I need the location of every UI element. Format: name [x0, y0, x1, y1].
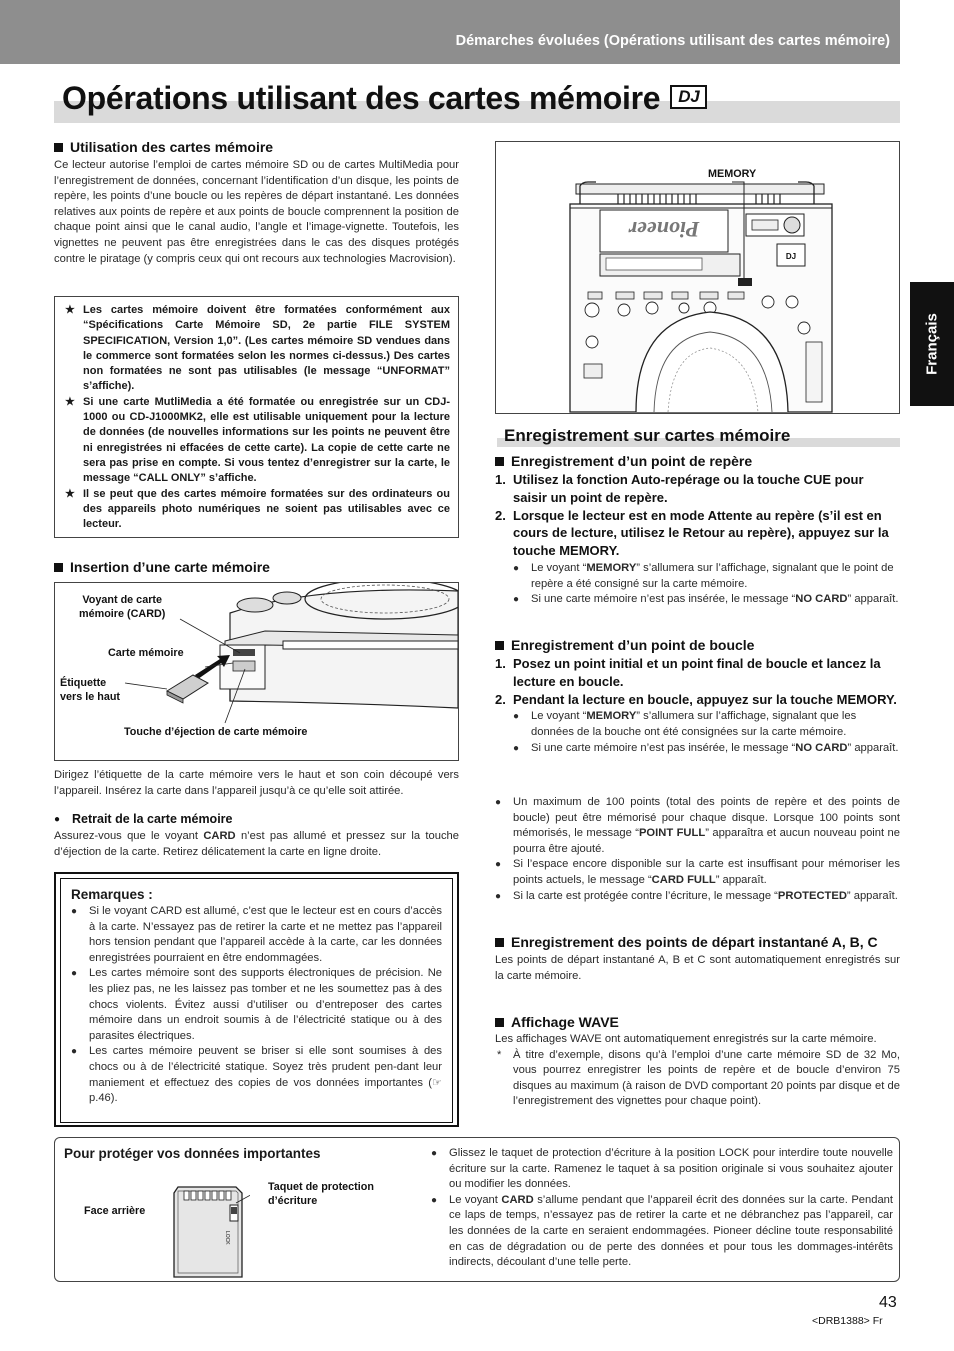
warning-item: ★ Il se peut que des cartes mémoire formatées sur des ordinateurs ou des appareils photo numériques ne soient pas utilisables avec ce lecteur.	[63, 487, 450, 533]
page-number: 43	[879, 1294, 897, 1311]
format-warning-box	[54, 296, 459, 538]
cue-note	[495, 561, 900, 592]
recording-section-title	[495, 426, 900, 447]
player-illustration	[496, 142, 899, 413]
wave-body: Les affichages WAVE ont automatiquement enregistrés sur la carte mémoire.	[495, 1033, 877, 1045]
language-tab	[910, 282, 954, 406]
section-header-bar	[0, 0, 900, 64]
remark-item: ● Si le voyant CARD est allumé, c’est que le lecteur est en cours d’accès à la carte. N’essayez pas de retirer la carte et ne mettez pas l’appareil hors tension pendant que l’appareil accède à la carte, car les données enregistrées pourraient en être endommagées.	[71, 904, 442, 966]
protect-note	[431, 1193, 893, 1271]
cue-note	[495, 592, 900, 608]
cue-note-pre: Le voyant “	[531, 561, 587, 574]
cue-step	[495, 507, 900, 560]
remark-item: ● Les cartes mémoire sont des supports électroniques de précision. Ne les pliez pas, ne les laissez pas tomber et ne les soumettez pas à des chocs violents. Évitez aussi d’utiliser ou d’entreposer des cartes mémoire dans un endroit soumis à de l’électricité statique ou à des parasites électriques.	[71, 966, 442, 1044]
cue-note-bold: MEMORY	[586, 561, 637, 574]
insertion-section	[54, 559, 459, 575]
loop-note	[495, 709, 900, 740]
wave-section	[495, 1014, 900, 1110]
protect-note-post: s’allume pendant que l’appareil écrit des données sur la carte. Pendant ce laps de temps, n’essayez pas de retirer la carte et ne débranchez pas l’appareil, car les données de la carte en seraient endommagées. Pioneer décline toute responsabilité en cas de dégradation ou de perte des données et pour tous les dommages-intérêts indirects, découlant d’une telle perte.	[449, 1193, 893, 1269]
usage-section	[54, 139, 459, 267]
cue-step-number: 1.	[495, 472, 506, 487]
removal-heading: ● Retrait de la carte mémoire	[54, 812, 233, 826]
loop-note-post: ” s’allumera sur l’affichage, signalant que les données de la bouche ont été consignées sur la carte mémoire.	[531, 710, 857, 738]
hot-start-section	[495, 933, 900, 984]
remarks-inner	[60, 878, 453, 1123]
insertion-instructions	[54, 768, 459, 799]
general-note-pre: Si l’espace encore disponible sur la carte est insuffisant pour mémoriser les points actuels, le message “	[513, 858, 900, 886]
loop-note	[495, 741, 900, 757]
protect-notes	[431, 1146, 893, 1271]
sd-card-icon	[170, 1183, 250, 1283]
removal-body	[54, 829, 459, 860]
protect-note	[431, 1146, 893, 1193]
cue-note-post: ” s’allumera sur l’affichage, signalant que le point de repère a été consigné sur la carte mémoire.	[531, 561, 894, 590]
label-up-label: Étiquette vers le haut	[60, 677, 121, 703]
model-badge-icon: DJ	[785, 252, 797, 261]
general-note	[495, 795, 900, 857]
general-notes	[495, 795, 900, 904]
language-tab-label: Français	[923, 313, 941, 375]
wave-heading: Affichage WAVE	[495, 1014, 900, 1030]
loop-note-pre: Si une carte mémoire n’est pas insérée, le message “	[531, 741, 796, 754]
loop-step-text: Posez un point initial et un point final de boucle et lancez la lecture en boucle.	[513, 656, 881, 689]
protect-note-pre: Le voyant	[449, 1193, 502, 1206]
removal-body-pre: Assurez-vous que le voyant	[54, 830, 204, 843]
remarks-heading: Remarques :	[71, 887, 153, 902]
loop-step-text: Pendant la lecture en boucle, appuyez sur la touche MEMORY.	[513, 691, 897, 707]
cue-note-bold: NO CARD	[795, 593, 848, 606]
document-code: <DRB1388> Fr	[812, 1315, 883, 1327]
remark-item: ● Les cartes mémoire peuvent se briser si elle sont soumises à des chocs ou à de l’électricité statique. Soyez très prudent pen-dant leur maniement et effectuez des copies de vos données importantes (☞ p.46).	[71, 1044, 442, 1106]
cue-heading: Enregistrement d’un point de repère	[495, 453, 900, 469]
general-note-bold: PROTECTED	[777, 889, 847, 902]
loop-step-number: 1.	[495, 656, 506, 671]
lock-marking-text: LOCK	[224, 1231, 230, 1245]
general-note-pre: Un maximum de 100 points (total des points de repère et des points de boucle) peut être mémorisé pour chaque disque. Lorsque 100 points sont mémorisés, le message “	[513, 796, 900, 840]
removal-body-post: n’est pas allumé et pressez sur la touche d’éjection de la carte. Retirez délicatement la carte en ligne droite.	[54, 830, 459, 858]
protect-note-bold: CARD	[501, 1193, 534, 1206]
general-note-bold: CARD FULL	[651, 873, 716, 886]
protect-note-pre: Glissez le taquet de protection d’écriture à la position LOCK pour interdire toute nouvelle écriture sur la carte. Ramenez le taquet à sa position originale si vous souhaitez ajouter ou modifier les données.	[449, 1147, 893, 1191]
cue-step-number: 2.	[495, 507, 506, 523]
cue-step-text: Lorsque le lecteur est en mode Attente au repère (s’il est en cours de lecture, utilisez le Retour au repère), appuyez sur la touche MEMORY.	[513, 507, 889, 559]
general-note-post: ” apparaît.	[846, 889, 898, 902]
loop-step-number: 2.	[495, 691, 506, 707]
insertion-heading: Insertion d’une carte mémoire	[54, 559, 459, 575]
player-figure	[495, 141, 900, 414]
cue-step	[495, 471, 900, 507]
loop-note-bold: MEMORY	[586, 710, 637, 723]
loop-note-post: ” apparaît.	[847, 741, 899, 754]
write-protect-tab-label: Taquet de protection d’écriture	[268, 1181, 374, 1207]
cue-note-pre: Si une carte mémoire n’est pas insérée, le message “	[531, 593, 796, 606]
removal-section	[54, 812, 459, 860]
loop-heading: Enregistrement d’un point de boucle	[495, 637, 900, 653]
brand-logo-icon: Pioneer	[628, 217, 700, 242]
hot-start-body: Les points de départ instantané A, B et C sont automatiquement enregistrés sur la carte mémoire.	[495, 954, 900, 982]
loop-step	[495, 655, 900, 691]
warning-item: ★ Si une carte MutliMedia a été formatée ou enregistrée sur un CDJ-1000 ou CD-J1000MK2, elle est utilisable uniquement pour la lecture de données (de nouvelles informations sur les points ne peuvent être ni enregistrées ni effacées de cette carte). La copie de cette carte ne sera pas prise en compte. Si vous tentez d’enregistrer sur la carte, le message “CALL ONLY” s’affiche.	[63, 395, 450, 487]
removal-body-bold: CARD	[203, 830, 236, 843]
hot-start-heading: Enregistrement des points de départ instantané A, B, C	[495, 933, 900, 952]
protect-data-box	[54, 1137, 900, 1282]
general-note	[495, 889, 900, 905]
recording-title-text: Enregistrement sur cartes mémoire	[504, 426, 791, 445]
wave-footnote: * À titre d’exemple, disons qu’à l’emploi d’une carte mémoire SD de 32 Mo, vous pourrez enregistrer les points de repère et de boucle d’environ 75 disques au maximum (à raison de DVD comportant 20 points par disque et de l’enregistrement des vignettes pour chaque point).	[495, 1048, 900, 1110]
page-title-text: Opérations utilisant des cartes mémoire	[62, 80, 661, 116]
general-note-pre: Si la carte est protégée contre l’écriture, le message “	[513, 889, 778, 902]
removal-heading-text: Retrait de la carte mémoire	[72, 812, 233, 826]
card-indicator-label: Voyant de carte mémoire (CARD)	[79, 594, 166, 620]
page-title	[62, 80, 707, 117]
general-note-post: ” apparaît.	[715, 873, 767, 886]
general-note-post: ” apparaîtra et aucun nouveau point ne pourra être ajouté.	[513, 827, 900, 855]
card-insertion-figure	[54, 582, 459, 761]
back-face-label: Face arrière	[84, 1205, 146, 1217]
general-note	[495, 857, 900, 888]
loop-note-pre: Le voyant “	[531, 710, 587, 723]
insertion-body: Dirigez l’étiquette de la carte mémoire vers le haut et son coin découpé vers l’appareil. Insérez la carte dans l’appareil jusqu’à ce qu’elle soit attirée.	[54, 769, 459, 797]
eject-button-label: Touche d’éjection de carte mémoire	[124, 726, 308, 738]
loop-step	[495, 691, 900, 709]
loop-note-bold: NO CARD	[795, 741, 848, 754]
remarks-box	[54, 872, 459, 1127]
cue-step-text: Utilisez la fonction Auto-repérage ou la touche CUE pour saisir un point de repère.	[513, 472, 864, 505]
memory-card-label: Carte mémoire	[108, 647, 184, 659]
memory-callout-label: MEMORY	[708, 168, 757, 180]
section-header-text: Démarches évoluées (Opérations utilisant des cartes mémoire)	[455, 33, 890, 49]
usage-body: Ce lecteur autorise l’emploi de cartes mémoire SD ou de cartes MultiMedia pour l’enregistrement de données, concernant l’identification d’un disque, les points de repère, les points d’une boucle ou les repères de départ instantané. Les données relatives aux points de repère et aux points de boucle comprennent la position de chaque point ainsi que le canal audio, l’angle et l’image-vignette. Toutefois, les vignettes ne peuvent pas être enregistrées dans le cas des disques protégés contre le piratage (y compris ceux qui ont recours aux technologies Macrovision).	[54, 159, 459, 265]
cue-point-section	[495, 453, 900, 608]
protect-heading: Pour protéger vos données importantes	[64, 1146, 321, 1161]
dj-badge-icon: DJ	[670, 85, 707, 109]
cue-note-post: ” apparaît.	[847, 593, 899, 606]
general-note-bold: POINT FULL	[638, 827, 706, 840]
loop-point-section	[495, 637, 900, 756]
warning-item: ★ Les cartes mémoire doivent être formatées conformément aux “Spécifications Carte Mémoire SD, 2e partie FILE SYSTEM SPECIFICATION, Version 1,0”. (Les cartes mémoire SD vendues dans le commerce sont formatées selon les normes ci-dessus.) Des cartes non formatées ne sont pas utilisables (le message “UNFORMAT” s’affiche).	[63, 303, 450, 395]
usage-heading: Utilisation des cartes mémoire	[54, 139, 459, 155]
